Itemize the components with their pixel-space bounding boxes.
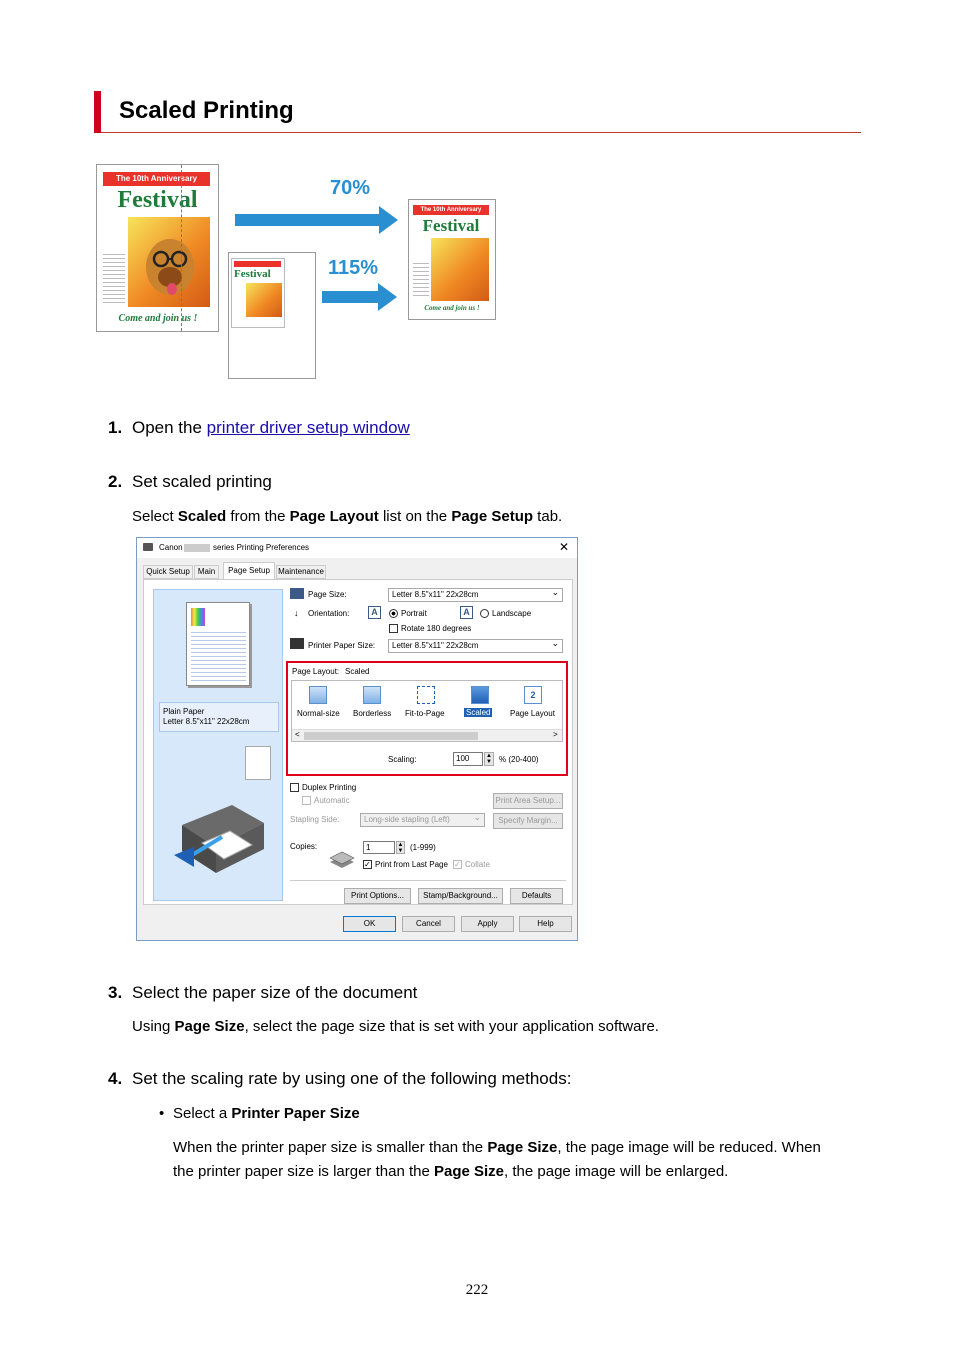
- page-layout-highlight: [286, 661, 568, 776]
- dog-photo-result: [431, 238, 489, 301]
- duplex-checkbox[interactable]: [290, 783, 299, 792]
- print-last-checkbox[interactable]: ✓: [364, 860, 371, 869]
- scaling-input[interactable]: 100: [453, 752, 483, 766]
- poster-small-page: [228, 252, 316, 379]
- copies-input[interactable]: 1: [363, 841, 395, 854]
- printer-paper-size-select[interactable]: Letter 8.5"x11" 22x28cm ⌄: [388, 639, 563, 653]
- poster-large: [96, 164, 219, 332]
- printer-driver-setup-link[interactable]: printer driver setup window: [206, 418, 410, 437]
- copies-label: Copies:: [290, 842, 318, 851]
- step-3-number: 3.: [108, 983, 123, 1002]
- reduction-guide-line: [181, 165, 183, 331]
- print-options-button[interactable]: Print Options...: [344, 888, 411, 904]
- landscape-icon: A: [460, 606, 473, 619]
- page-size-icon: [290, 588, 304, 599]
- orientation-preview: [245, 746, 271, 780]
- collate-label: Collate: [465, 860, 490, 869]
- divider: [290, 880, 566, 881]
- step-2-number: 2.: [108, 472, 123, 491]
- ok-button[interactable]: OK: [343, 916, 396, 932]
- layout-borderless[interactable]: Borderless: [353, 709, 392, 718]
- copies-spinner[interactable]: ▲ ▼: [397, 842, 404, 854]
- orientation-label: Orientation:: [308, 609, 350, 618]
- portrait-label: Portrait: [401, 609, 427, 618]
- duplex-label: Duplex Printing: [302, 783, 357, 792]
- fit-to-page-icon[interactable]: [417, 686, 435, 704]
- dog-photo: [128, 217, 210, 307]
- page-number: 222: [465, 1282, 489, 1298]
- page-title: Scaled Printing: [119, 97, 294, 124]
- scroll-left-icon[interactable]: <: [295, 730, 300, 739]
- step-1-text: [132, 418, 410, 438]
- page-layout-value: Scaled: [345, 667, 370, 676]
- step-4-text: Set the scaling rate by using one of the following methods:: [132, 1069, 572, 1088]
- automatic-label: Automatic: [314, 796, 350, 805]
- reduce-percent: 70%: [330, 177, 371, 199]
- poster-small: [231, 258, 285, 328]
- layout-page-layout[interactable]: Page Layout: [510, 709, 555, 718]
- step-3-description: Using Page Size, select the page size that is set with your application software.: [132, 1018, 659, 1035]
- scroll-thumb[interactable]: [304, 732, 478, 740]
- normal-size-icon[interactable]: [309, 686, 327, 704]
- dialog-title-suffix: series Printing Preferences: [213, 543, 310, 552]
- poster-result-banner: The 10th Anniversary: [413, 205, 489, 215]
- poster-footer: Come and join us !: [118, 313, 198, 324]
- preview-page: [186, 602, 250, 686]
- scaled-icon[interactable]: [471, 686, 489, 704]
- scaling-spinner[interactable]: ▲ ▼: [484, 752, 494, 766]
- step-4-number: 4.: [108, 1069, 123, 1088]
- printer-icon: [143, 543, 153, 551]
- preview-paper-info: [159, 702, 279, 732]
- stapling-side-label: Stapling Side:: [290, 815, 340, 824]
- landscape-label: Landscape: [492, 609, 532, 618]
- poster-result: [408, 199, 496, 320]
- bullet-heading: Select a Printer Paper Size: [173, 1105, 360, 1122]
- portrait-radio[interactable]: [389, 609, 398, 618]
- scaling-label: Scaling:: [388, 755, 417, 764]
- layout-list: [291, 680, 563, 742]
- arrow-right-icon: [235, 205, 399, 235]
- step-1-prefix: Open the: [132, 418, 207, 437]
- arrow-right-icon: [322, 282, 398, 312]
- printing-preferences-dialog: [136, 537, 578, 941]
- tab-quick-setup[interactable]: Quick Setup: [143, 565, 193, 579]
- automatic-checkbox[interactable]: [302, 796, 311, 805]
- stapling-side-select[interactable]: Long-side stapling (Left) ⌄: [360, 813, 485, 827]
- dog-icon: [128, 217, 210, 307]
- layout-scaled[interactable]: Scaled: [466, 708, 491, 717]
- preview-text-lines: [191, 629, 246, 681]
- enlarge-percent: 115%: [328, 257, 379, 279]
- layout-scrollbar[interactable]: [292, 729, 562, 741]
- dog-photo-small: [246, 283, 282, 317]
- model-name-redacted: [184, 544, 210, 552]
- defaults-button[interactable]: Defaults: [510, 888, 563, 904]
- layout-normal-size[interactable]: Normal-size: [297, 709, 340, 718]
- copies-range: (1-999): [410, 843, 436, 852]
- printer-illustration-icon: [172, 795, 268, 875]
- page-layout-icon[interactable]: 2: [524, 686, 542, 704]
- cancel-button[interactable]: Cancel: [402, 916, 455, 932]
- poster-result-title: Festival: [422, 216, 480, 235]
- tab-maintenance[interactable]: Maintenance: [276, 565, 326, 579]
- poster-title: Festival: [117, 187, 198, 213]
- rotate-label: Rotate 180 degrees: [401, 624, 472, 633]
- poster-result-text-lines: [413, 260, 429, 296]
- page-size-label: Page Size:: [308, 590, 347, 599]
- step-2-text: Set scaled printing: [132, 472, 272, 491]
- heading-accent-bar: [94, 91, 101, 133]
- step-1-number: 1.: [108, 418, 123, 437]
- preview-image: [191, 608, 205, 626]
- specify-margin-button[interactable]: Specify Margin...: [493, 813, 563, 829]
- print-area-setup-button[interactable]: Print Area Setup...: [493, 793, 563, 809]
- scroll-right-icon[interactable]: >: [553, 730, 558, 739]
- page-layout-label: Page Layout:: [292, 667, 340, 676]
- tab-page-setup[interactable]: Page Setup: [223, 562, 275, 580]
- landscape-radio[interactable]: [480, 609, 489, 618]
- collate-checkbox[interactable]: ✓: [454, 860, 461, 869]
- scaling-range: % (20-400): [499, 755, 539, 764]
- dialog-title-bar: [137, 538, 577, 558]
- poster-small-banner: [234, 261, 281, 267]
- step-2-description: Select Scaled from the Page Layout list on the Page Setup tab.: [132, 508, 563, 525]
- dialog-title-prefix: Canon: [159, 543, 183, 552]
- scaling-illustration: [94, 163, 496, 379]
- poster-result-footer: Come and join us !: [424, 304, 480, 312]
- preview-paper-type: Plain Paper: [163, 707, 205, 716]
- printer-paper-icon: [290, 638, 304, 649]
- print-preview-area: [153, 589, 283, 901]
- help-button[interactable]: Help: [519, 916, 572, 932]
- preview-paper-size: Letter 8.5"x11" 22x28cm: [163, 717, 250, 726]
- page-size-select[interactable]: Letter 8.5"x11" 22x28cm ⌄: [388, 588, 563, 602]
- bullet-paragraph: When the printer paper size is smaller than the Page Size, the page image will be reduced. When the printer paper size is larger than the Page Size, the page image will be enlarged.: [173, 1139, 821, 1180]
- apply-button[interactable]: Apply: [461, 916, 514, 932]
- bullet-mark: •: [159, 1105, 165, 1122]
- poster-text-lines: [103, 251, 125, 303]
- step-3-text: Select the paper size of the document: [132, 983, 418, 1002]
- arrow-down-icon: ↓: [294, 608, 299, 618]
- stamp-background-button[interactable]: Stamp/Background...: [418, 888, 503, 904]
- borderless-icon[interactable]: [363, 686, 381, 704]
- page-setup-panel: [143, 579, 573, 905]
- poster-banner: The 10th Anniversary: [103, 172, 210, 186]
- portrait-icon: A: [368, 606, 381, 619]
- printer-paper-size-label: Printer Paper Size:: [308, 641, 376, 650]
- tab-main[interactable]: Main: [194, 565, 219, 579]
- poster-small-title: Festival: [234, 268, 271, 280]
- title-underline: [101, 132, 861, 133]
- close-icon[interactable]: ✕: [559, 540, 570, 554]
- print-last-label: Print from Last Page: [375, 860, 448, 869]
- layout-fit-to-page[interactable]: Fit-to-Page: [405, 709, 445, 718]
- rotate-checkbox[interactable]: [389, 624, 398, 633]
- copies-stack-icon: [328, 850, 356, 872]
